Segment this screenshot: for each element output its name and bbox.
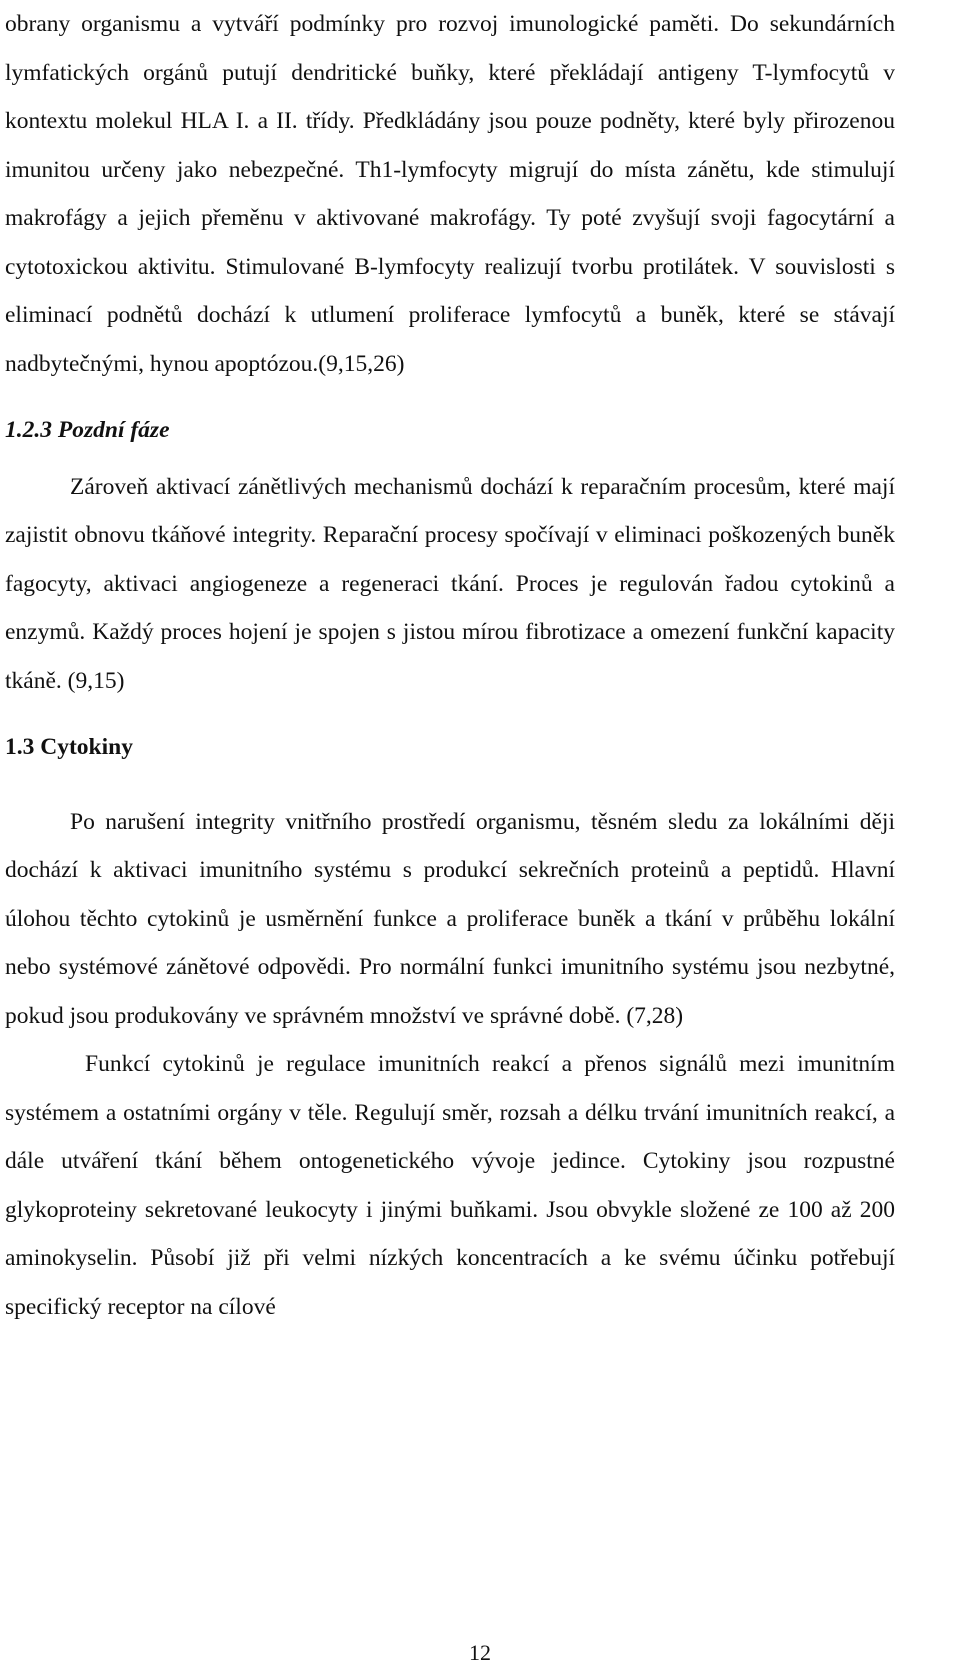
paragraph-cytokines-intro: Po narušení integrity vnitřního prostředí organismu, těsném sledu za lokálními ději dochází k aktivaci imunitního systému s produkcí sekrečních proteinů a peptidů. Hlavní úlohou těchto cytokinů je usměrnění funkce a proliferace buněk a tkání v průběhu lokální nebo systémové zánětové odpovědi. Pro normální funkci imunitního systému jsou nezbytné, pokud jsou produkovány ve správném množství ve správné době. (7,28): [5, 808, 895, 1029]
section-heading-late-phase: 1.2.3 Pozdní fáze: [5, 417, 170, 443]
page-content: [5, 0, 895, 1331]
paragraph-repair-processes: Zároveň aktivací zánětlivých mechanismů dochází k reparačním procesům, které mají zajistit obnovu tkáňové integrity. Reparační procesy spočívají v eliminaci poškozených buněk fagocyty, aktivaci angiogeneze a regeneraci tkání. Proces je regulován řadou cytokinů a enzymů. Každý proces hojení je spojen s jistou mírou fibrotizace a omezení funkční kapacity tkáně. (9,15): [5, 473, 895, 694]
page-number: 12: [469, 1640, 491, 1665]
paragraph-cytokines-function: Funkcí cytokinů je regulace imunitních reakcí a přenos signálů mezi imunitním systémem a ostatními orgány v těle. Regulují směr, rozsah a délku trvání imunitních reakcí, a dále utváření tkání během ontogenetického vývoje jedince. Cytokiny jsou rozpustné glykoproteiny sekretované leukocyty i jinými buňkami. Jsou obvykle složené ze 100 až 200 aminokyselin. Působí již při velmi nízkých koncentracích a ke svému účinku potřebují specifický receptor na cílové: [5, 1051, 895, 1320]
paragraph-immune-memory: obrany organismu a vytváří podmínky pro rozvoj imunologické paměti. Do sekundárních lymfatických orgánů putují dendritické buňky, které překládají antigeny T-lymfocytů v kontextu molekul HLA I. a II. třídy. Předkládány jsou pouze podněty, které byly přirozenou imunitou určeny jako nebezpečné. Th1-lymfocyty migrují do místa zánětu, kde stimulují makrofágy a jejich přeměnu v aktivované makrofágy. Ty poté zvyšují svoji fagocytární a cytotoxickou aktivitu. Stimulované B-lymfocyty realizují tvorbu protilátek. V souvislosti s eliminací podnětů dochází k utlumení proliferace lymfocytů a buněk, které se stávají nadbytečnými, hynou apoptózou.(9,15,26): [5, 11, 895, 377]
section-heading-cytokines: 1.3 Cytokiny: [5, 734, 133, 760]
